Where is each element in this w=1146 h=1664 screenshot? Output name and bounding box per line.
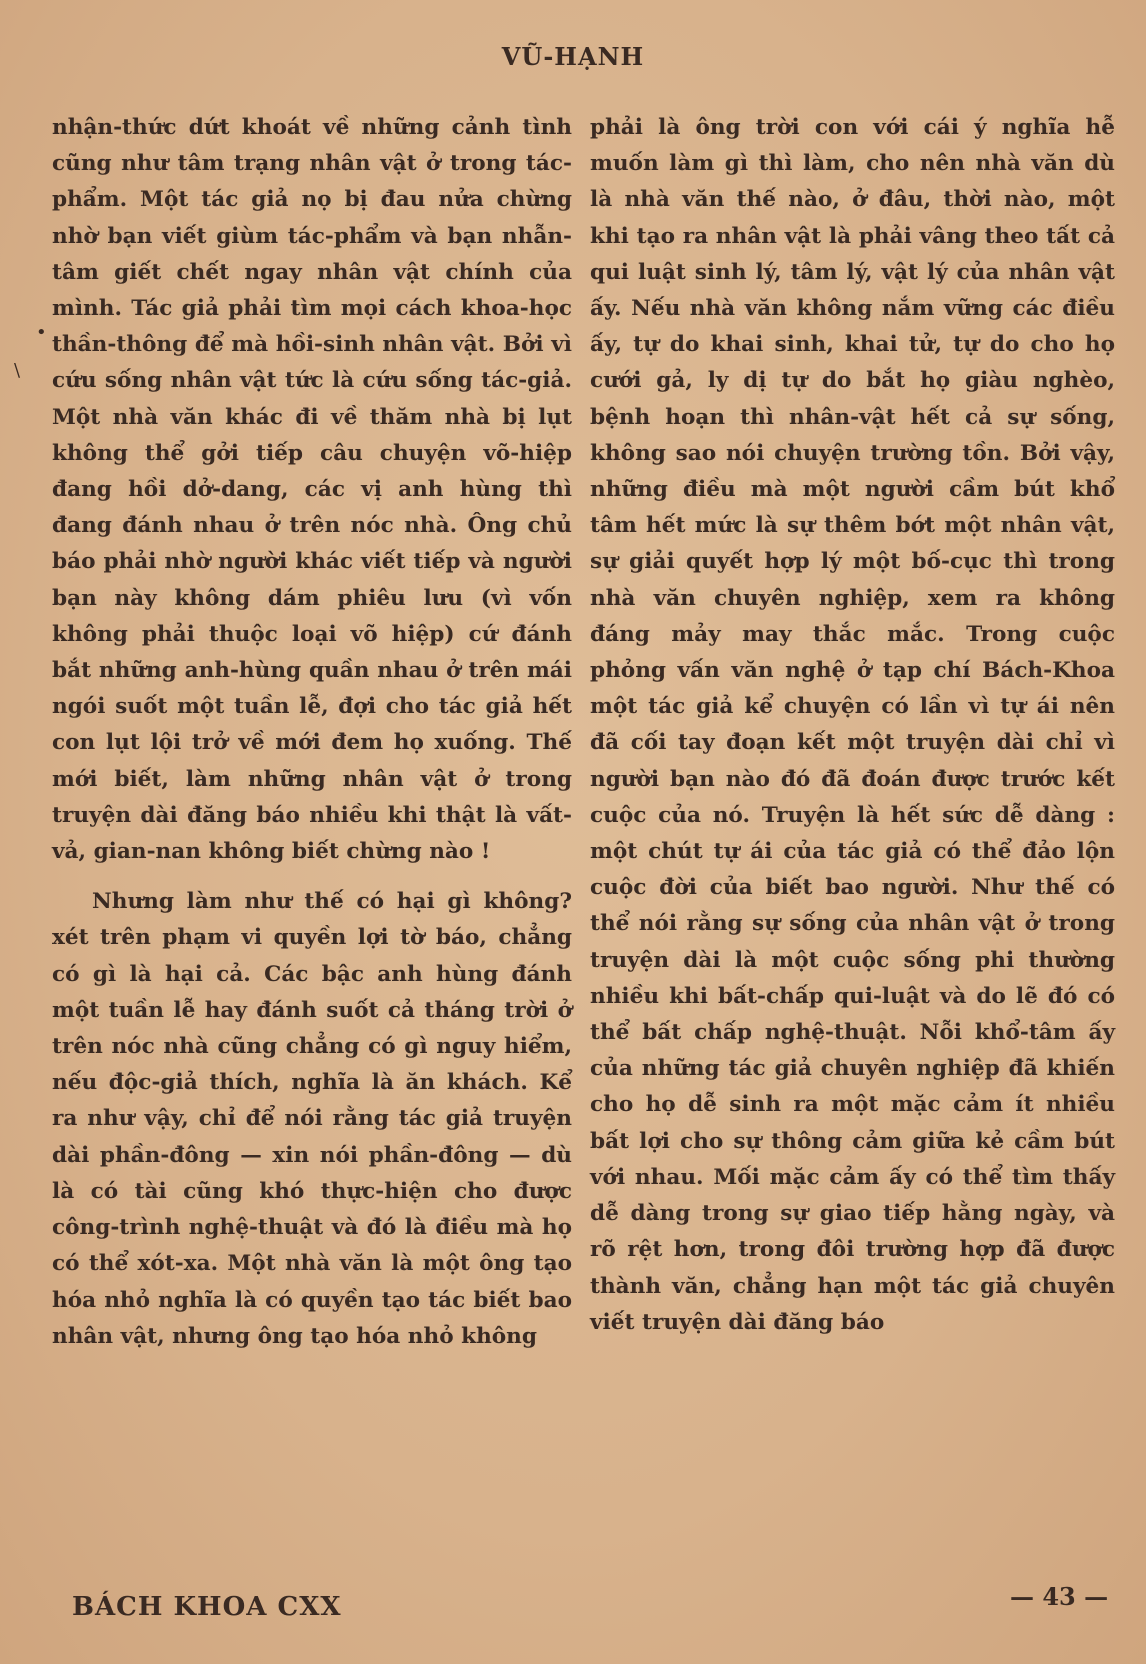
right-column	[590, 110, 1115, 1341]
margin-dot-mark: •	[36, 322, 47, 343]
magazine-footer: BÁCH KHOA CXX	[72, 1592, 342, 1622]
margin-slash-mark: \	[14, 360, 21, 381]
right-paragraph-1: phải là ông trời con với cái ý nghĩa hễ muốn làm gì thì làm, cho nên nhà văn dù là nhà văn thế nào, ở đâu, thời nào, một khi tạo ra nhân vật là phải vâng theo tất cả qui luật sinh lý, tâm lý, vật lý của nhân vật ấy. Nếu nhà văn không nắm vững các điều ấy, tự do khai sinh, khai tử, tự do cho họ cưới gả, ly dị tự do bắt họ giàu nghèo, bệnh hoạn thì nhân-vật hết cả sự sống, không sao nói chuyện trường tồn. Bởi vậy, những điều mà một người cầm bút khổ tâm hết mức là sự thêm bớt một nhân vật, sự giải quyết hợp lý một bố-cục thì trong nhà văn chuyên nghiệp, xem ra không đáng mảy may thắc mắc. Trong cuộc phỏng vấn văn nghệ ở tạp chí Bách-Khoa một tác giả kể chuyện có lần vì tự ái nên đã cối tay đoạn kết một truyện dài chỉ vì người bạn nào đó đã đoán được trước kết cuộc của nó. Truyện là hết sức dễ dàng : một chút tự ái của tác giả có thể đảo lộn cuộc đời của biết bao người. Như thế có thể nói rằng sự sống của nhân vật ở trong truyện dài là một cuộc sống phi thường nhiều khi bất-chấp qui-luật và do lẽ đó có thể bất chấp nghệ-thuật. Nỗi khổ-tâm ấy của những tác giả chuyên nghiệp đã khiến cho họ dễ sinh ra một mặc cảm ít nhiều bất lợi cho sự thông cảm giữa kẻ cầm bút với nhau. Mối mặc cảm ấy có thể tìm thấy dễ dàng trong sự giao tiếp hằng ngày, và rõ rệt hơn, trong đôi trường hợp đã được thành văn, chẳng hạn một tác giả chuyên viết truyện dài đăng báo	[590, 115, 1115, 1335]
left-column	[52, 110, 572, 1355]
running-title: VŨ-HẠNH	[501, 42, 645, 71]
left-paragraph-1: nhận-thức dứt khoát về những cảnh tình cũng như tâm trạng nhân vật ở trong tác-phẩm. Một tác giả nọ bị đau nửa chừng nhờ bạn viết giùm tác-phẩm và bạn nhẫn-tâm giết chết ngay nhân vật chính của mình. Tác giả phải tìm mọi cách khoa-học thần-thông để mà hồi-sinh nhân vật. Bởi vì cứu sống nhân vật tức là cứu sống tác-giả. Một nhà văn khác đi về thăm nhà bị lụt không thể gởi tiếp câu chuyện võ-hiệp đang hồi dở-dang, các vị anh hùng thì đang đánh nhau ở trên nóc nhà. Ông chủ báo phải nhờ người khác viết tiếp và người bạn này không dám phiêu lưu (vì vốn không phải thuộc loại võ hiệp) cứ đánh bắt những anh-hùng quần nhau ở trên mái ngói suốt một tuần lễ, đợi cho tác giả hết con lụt lội trở về mới đem họ xuống. Thế mới biết, làm những nhân vật ở trong truyện dài đăng báo nhiều khi thật là vất-vả, gian-nan không biết chừng nào !	[52, 115, 572, 865]
left-paragraph-2: Nhưng làm như thế có hại gì không? xét trên phạm vi quyền lợi tờ báo, chẳng có gì là hại cả. Các bậc anh hùng đánh một tuần lễ hay đánh suốt cả tháng trời ở trên nóc nhà cũng chẳng có gì nguy hiểm, nếu độc-giả thích, nghĩa là ăn khách. Kể ra như vậy, chỉ để nói rằng tác giả truyện dài phần-đông — xin nói phần-đông — dù là có tài cũng khó thực-hiện cho được công-trình nghệ-thuật và đó là điều mà họ có thể xót-xa. Một nhà văn là một ông tạo hóa nhỏ nghĩa là có quyền tạo tác biết bao nhân vật, nhưng ông tạo hóa nhỏ không	[52, 889, 572, 1349]
page-number: — 43 —	[1010, 1582, 1109, 1611]
